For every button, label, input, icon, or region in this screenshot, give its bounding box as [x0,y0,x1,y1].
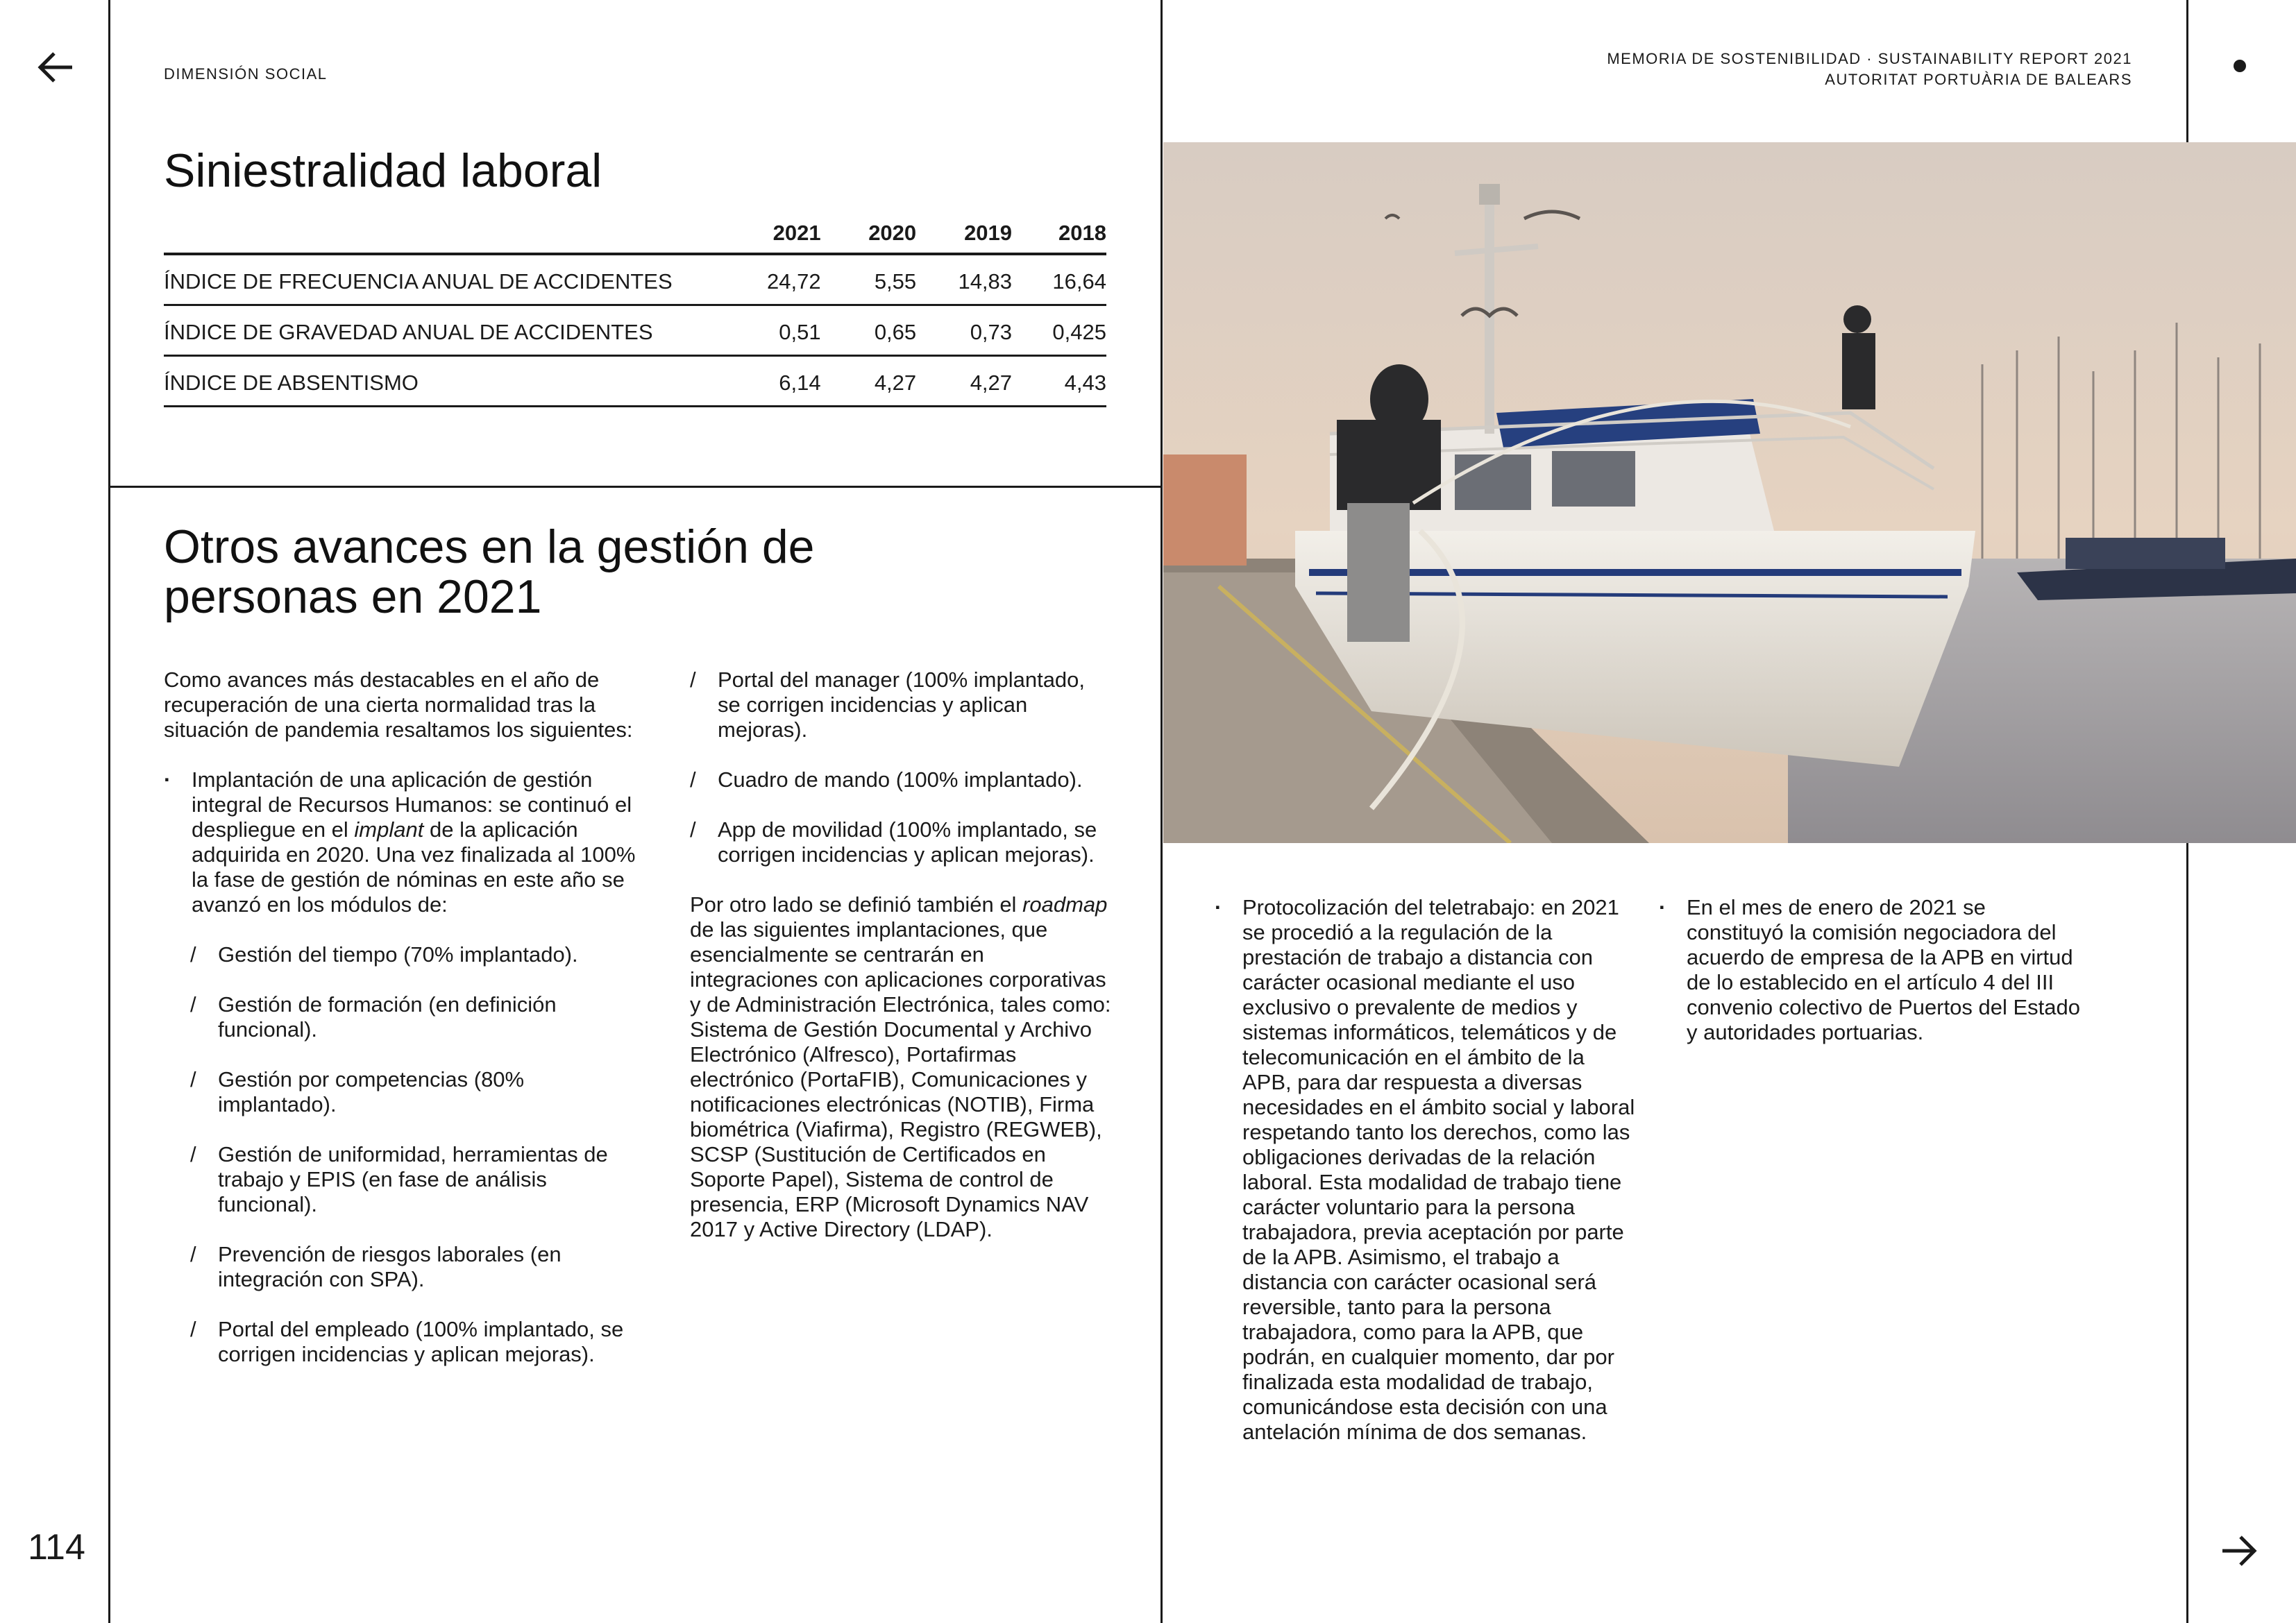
report-title: MEMORIA DE SOSTENIBILIDAD · SUSTAINABILITY REPORT 2021 [1607,50,2132,67]
list-item: / Gestión por competencias (80% implantado). [190,1067,643,1117]
section-label: DIMENSIÓN SOCIAL [164,65,328,83]
table-cell: 16,64 [1052,269,1106,294]
list-item: / Portal del manager (100% implantado, se corrigen incidencias y aplican mejoras). [690,668,1113,742]
siniestralidad-table [164,215,1106,407]
table-cell: 0,65 [874,320,917,344]
previous-page-button[interactable] [31,43,79,92]
row-label: ÍNDICE DE GRAVEDAD ANUAL DE ACCIDENTES [164,320,653,344]
text-column-2 [690,668,1113,1267]
year-header: 2021 [773,221,821,245]
row-label: ÍNDICE DE FRECUENCIA ANUAL DE ACCIDENTES [164,269,673,294]
table-row [164,305,1106,356]
list-item: · Protocolización del teletrabajo: en 2021 se procedió a la regulación de la prestación de trabajo a distancia con carácter ocasional mediante el uso exclusivo o prevalente de medios y sistemas informáticos, telemáticos y de telecomunicación en el ámbito de la APB, para dar respuesta a diversas necesidades en el ámbito social y laboral respetando tanto los derechos, como las obligaciones derivadas de la relación laboral. Esta modalidad de trabajo tiene carácter voluntario para la persona trabajadora, previa aceptación por parte de la APB. Asimismo, el trabajo a distancia con carácter ocasional será reversible, tanto para la persona trabajadora, como para la APB, que podrán, en cualquier momento, dar por finalizada esta modalidad de trabajo, comunicándose esta decisión con una antelación mínima de dos semanas. [1215,895,1638,1445]
text-column-1 [164,668,643,1392]
year-header: 2018 [1058,221,1106,245]
list-item: / Cuadro de mando (100% implantado). [690,767,1113,792]
table-cell: 0,73 [970,320,1013,344]
fishing-boat-image [1163,142,2296,843]
list-item: / Prevención de riesgos laborales (en integración con SPA). [190,1242,643,1292]
organization-name: AUTORITAT PORTUÀRIA DE BALEARS [1825,71,2132,88]
list-item: / Gestión de uniformidad, herramientas de trabajo y EPIS (en fase de análisis funcional). [190,1142,643,1217]
list-item: / App de movilidad (100% implantado, se corrigen incidencias y aplican mejoras). [690,817,1113,867]
year-header: 2019 [964,221,1013,245]
arrow-right-icon [2221,1533,2259,1568]
table-cell: 14,83 [958,269,1013,294]
table-row [164,254,1106,305]
table-cell: 0,425 [1052,320,1106,344]
table-cell: 0,51 [779,320,821,344]
page-number: 114 [28,1527,85,1567]
table-cell: 4,27 [970,371,1013,395]
table-header-empty [164,215,732,254]
table-row [164,356,1106,407]
table-cell: 24,72 [767,269,821,294]
row-label: ÍNDICE DE ABSENTISMO [164,371,419,395]
list-item: · Implantación de una aplicación de gestión integral de Recursos Humanos: se continuó el despliegue en el implant de la aplicación adquirida en 2020. Una vez finalizada al 100% la fase de gestión de nóminas en este año se avanzó en los módulos de: [164,767,643,917]
table-cell: 6,14 [779,371,821,395]
year-header: 2020 [868,221,917,245]
roadmap-paragraph: Por otro lado se definió también el roadmap de las siguientes implantaciones, que esencialmente se centrarán en integraciones con aplicaciones corporativas y de Administración Electrónica, tales como: Sistema de Gestión Documental y Archivo Electrónico (Alfresco), Portafirmas electrónico (PortaFIB), Comunicaciones y notificaciones electrónicas (NOTIB), Firma biométrica (Viafirma), Registro (REGWEB), SCSP (Sustitución de Certificados en Soporte Papel), Sistema de control de presencia, ERP (Microsoft Dynamics NAV 2017 y Active Directory (LDAP). [690,892,1111,1241]
next-page-button[interactable] [2215,1527,2264,1575]
siniestralidad-title: Siniestralidad laboral [164,144,602,197]
table-cell: 4,43 [1064,371,1106,395]
text-column-4 [1659,895,2082,1070]
emphasis-text: implant [354,817,424,842]
menu-dot[interactable] [2234,60,2246,72]
harbor-photo [1163,142,2296,843]
list-item: / Gestión de formación (en definición funcional). [190,992,643,1042]
intro-paragraph: Como avances más destacables en el año de recuperación de una cierta normalidad tras la situación de pandemia resaltamos los siguientes: [164,668,633,742]
list-item: / Portal del empleado (100% implantado, se corrigen incidencias y aplican mejoras). [190,1317,643,1367]
list-item: / Gestión del tiempo (70% implantado). [190,942,643,967]
list-item: · En el mes de enero de 2021 se constituyó la comisión negociadora del acuerdo de empresa de la APB en virtud de lo establecido en el artículo 4 del III convenio colectivo de Puertos del Estado y autoridades portuarias. [1659,895,2082,1045]
otros-avances-title: Otros avances en la gestión de personas en 2021 [164,520,815,623]
text-column-3 [1215,895,1638,1470]
section-divider-line [108,486,1162,488]
center-divider-line [1160,0,1163,1623]
arrow-left-icon [36,50,74,85]
left-margin-line [108,0,110,1623]
table-cell: 4,27 [874,371,917,395]
emphasis-text: roadmap [1022,892,1108,917]
report-header [1607,49,2132,90]
modules-list [164,942,643,1367]
table-cell: 5,55 [874,269,917,294]
table-header-row [164,215,1106,254]
